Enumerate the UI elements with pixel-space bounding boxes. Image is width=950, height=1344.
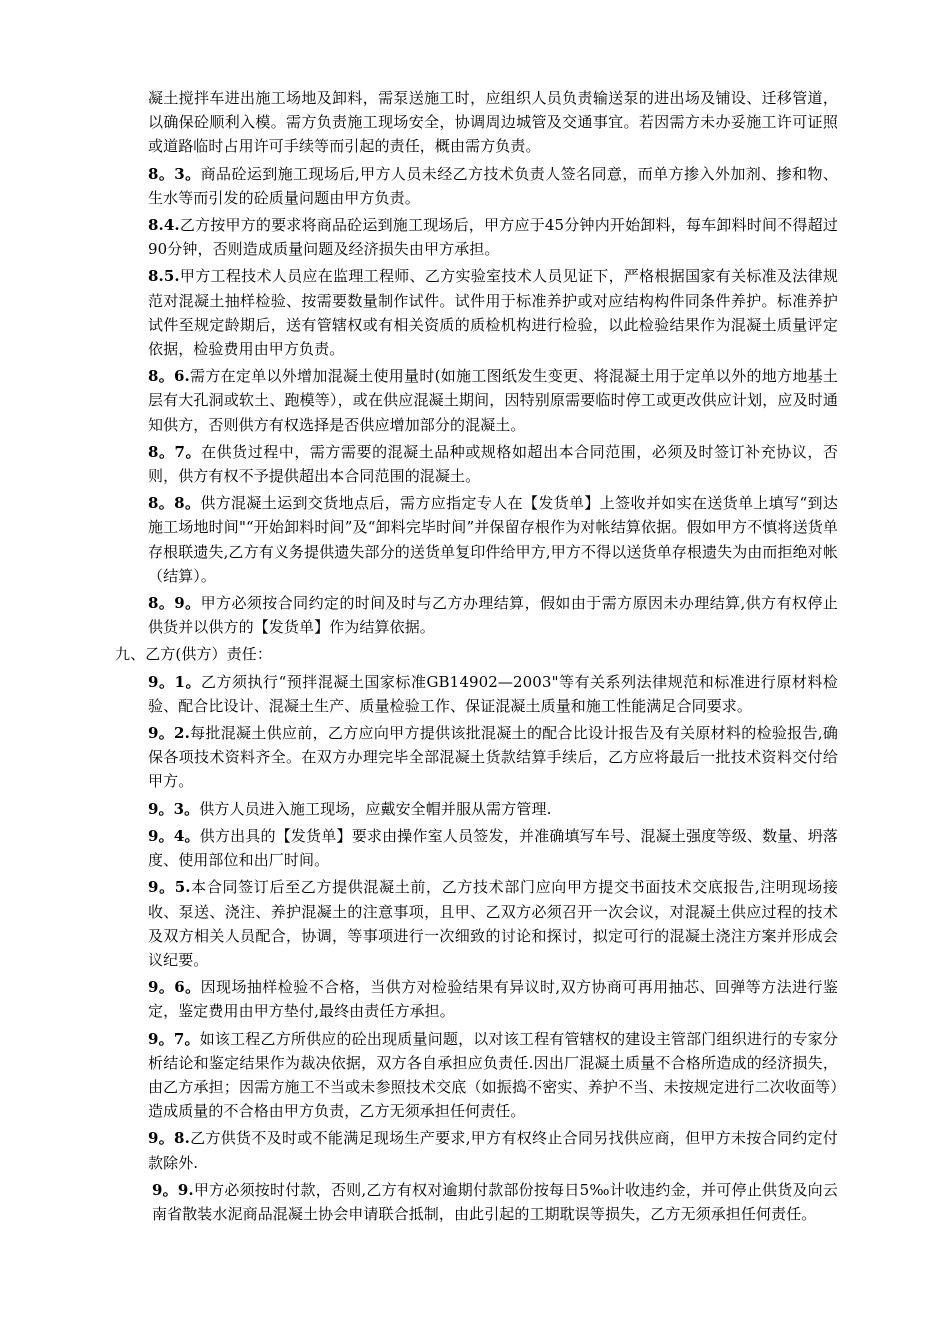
clause-8-8 <box>148 491 838 588</box>
clause-text: 商品砼运到施工现场后,甲方人员未经乙方技术负责人签名同意，而单方掺入外加剂、掺和物、生水等而引发的砼质量问题由甲方负责。 <box>148 164 838 207</box>
clause-text: 乙方供货不及时或不能满足现场生产要求,甲方有权终止合同另找供应商，但甲方未按合同约定付款除外. <box>148 1129 838 1172</box>
clause-number: 9。9. <box>152 1180 194 1199</box>
clause-8-6 <box>148 364 838 437</box>
clause-text: 每批混凝土供应前，乙方应向甲方提供该批混凝土的配合比设计报告及有关原材料的检验报告,确保各项技术资料齐全。在双方办理完毕全部混凝土货款结算手续后，乙方应将最后一批技术资料交付给甲方。 <box>148 724 838 791</box>
clause-text: 因现场抽样检验不合格，当供方对检验结果有异议时,双方协商可再用抽芯、回弹等方法进行鉴定，鉴定费用由甲方垫付,最终由责任方承担。 <box>148 978 838 1021</box>
clause-text: 需方在定单以外增加混凝土使用量时(如施工图纸发生变更、将混凝土用于定单以外的地方地基土层有大孔洞或软土、跑模等），或在供应混凝土期间，因特别原需要临时停工或更改供应计划，应及时通知供方，否则供方有权选择是否供应增加部分的混凝土。 <box>148 367 839 434</box>
clause-9-2 <box>148 721 838 794</box>
clause-text: 甲方必须按时付款，否则,乙方有权对逾期付款部份按每日5‰计收违约金，并可停止供货及向云南省散装水泥商品混凝土协会申请联合抵制，由此引起的工期耽误等损失，乙方无须承担任何责任。 <box>152 1180 839 1223</box>
clause-text: 供方混凝土运到交货地点后，需方应指定专人在【发货单】上签收并如实在送货单上填写“到达施工场地时间"“开始卸料时间”及“卸料完毕时间”并保留存根作为对帐结算依据。假如甲方不慎将送货单存根联遗失,乙方有义务提供遗失部分的送货单复印件给甲方,甲方不得以送货单存根遗失为由而拒绝对帐（结算）。 <box>148 494 838 585</box>
clause-text: 如该工程乙方所供应的砼出现质量问题，以对该工程有管辖权的建设主管部门组织进行的专家分析结论和鉴定结果作为裁决依据，双方各自承担应负责任.因出厂混凝土质量不合格所造成的经济损失，由乙方承担；因需方施工不当或未参照技术交底（如振捣不密实、养护不当、未按规定进行二次收面等）造成质量的不合格由甲方负责，乙方无须承担任何责任。 <box>148 1029 838 1121</box>
clause-number: 8。9。 <box>148 594 201 613</box>
clause-number: 9。1。 <box>148 672 201 691</box>
clause-9-3 <box>148 797 838 821</box>
clause-text: 乙方按甲方的要求将商品砼运到施工现场后，甲方应于45分钟内开始卸料，每车卸料时间不得超过90分钟，否则造成质量问题及经济损失由甲方承担。 <box>148 216 838 259</box>
clause-8-7 <box>148 440 838 488</box>
clause-8-5 <box>148 264 838 361</box>
clause-text: 供方人员进入施工现场，应戴安全帽并服从需方管理. <box>199 799 552 818</box>
clause-number: 9。6。 <box>148 978 201 997</box>
clause-number: 8.5. <box>148 267 180 286</box>
clause-9-6 <box>148 975 838 1023</box>
clause-text: 甲方工程技术人员应在监理工程师、乙方实验室技术人员见证下，严格根据国家有关标准及法律规范对混凝土抽样检验、按需要数量制作试件。试件用于标准养护或对应结构构件同条件养护。标准养护试件至规定龄期后，送有管辖权或有相关资质的质检机构进行检验，以此检验结果作为混凝土质量评定依据，检验费用由甲方负责。 <box>148 267 838 359</box>
clause-number: 8。7。 <box>148 442 202 461</box>
clause-text: 乙方须执行“预拌混凝土国家标准GB14902—2003"等有关系列法律规范和标准进行原材料检验、配合比设计、混凝土生产、质量检验工作、保证混凝土质量和施工性能满足合同要求。 <box>148 672 838 715</box>
clause-8-4 <box>148 213 838 261</box>
clause-number: 9。4。 <box>148 826 200 845</box>
clause-number: 8。6. <box>148 367 190 386</box>
intro-paragraph: 凝土搅拌车进出施工场地及卸料，需泵送施工时，应组织人员负责输送泵的进出场及铺设、迁移管道，以确保砼顺利入模。需方负责施工现场安全，协调周边城管及交通事宜。若因需方未办妥施工许可证照或道路临时占用许可手续等而引起的责任，概由需方负责。 <box>148 89 838 156</box>
clause-8-9 <box>148 591 838 639</box>
section-heading-9: 九、乙方(供方）责任： <box>115 645 272 664</box>
clause-number: 9。8. <box>148 1129 190 1148</box>
clause-9-8 <box>148 1126 838 1174</box>
clause-8-3 <box>148 162 838 210</box>
clause-text: 甲方必须按合同约定的时间及时与乙方办理结算，假如由于需方原因未办理结算,供方有权停止供货并以供方的【发货单】作为结算依据。 <box>148 594 838 637</box>
clause-number: 8。8。 <box>148 494 201 513</box>
clause-text: 本合同签订后至乙方提供混凝土前，乙方技术部门应向甲方提交书面技术交底报告,注明现场接收、泵送、浇注、养护混凝土的注意事项，且甲、乙双方必须召开一次会议，对混凝土供应过程的技术及双方相关人员配合，协调，等事项进行一次细致的讨论和探讨，拟定可行的混凝土浇注方案并形成会议纪要。 <box>148 878 838 969</box>
document-body <box>115 86 839 1229</box>
clause-number: 8.4. <box>148 216 180 235</box>
clause-number: 9。5. <box>148 878 191 897</box>
clause-9-4 <box>148 824 838 872</box>
clause-9-1 <box>148 670 838 718</box>
clause-number: 9。3。 <box>148 799 200 818</box>
clause-text: 供方出具的【发货单】要求由操作室人员签发，并准确填写车号、混凝土强度等级、数量、坍落度、使用部位和出厂时间。 <box>148 826 838 870</box>
clause-9-9 <box>152 1178 838 1226</box>
clause-number: 9。7。 <box>148 1029 200 1048</box>
clause-text: 在供货过程中，需方需要的混凝土品种或规格如超出本合同范围，必须及时签订补充协议，否则，供方有权不予提供超出本合同范围的混凝土。 <box>148 442 838 486</box>
clause-number: 8。3。 <box>148 164 201 183</box>
clause-9-5 <box>148 875 838 972</box>
clause-number: 9。2. <box>148 724 190 743</box>
clause-9-7 <box>148 1027 838 1124</box>
